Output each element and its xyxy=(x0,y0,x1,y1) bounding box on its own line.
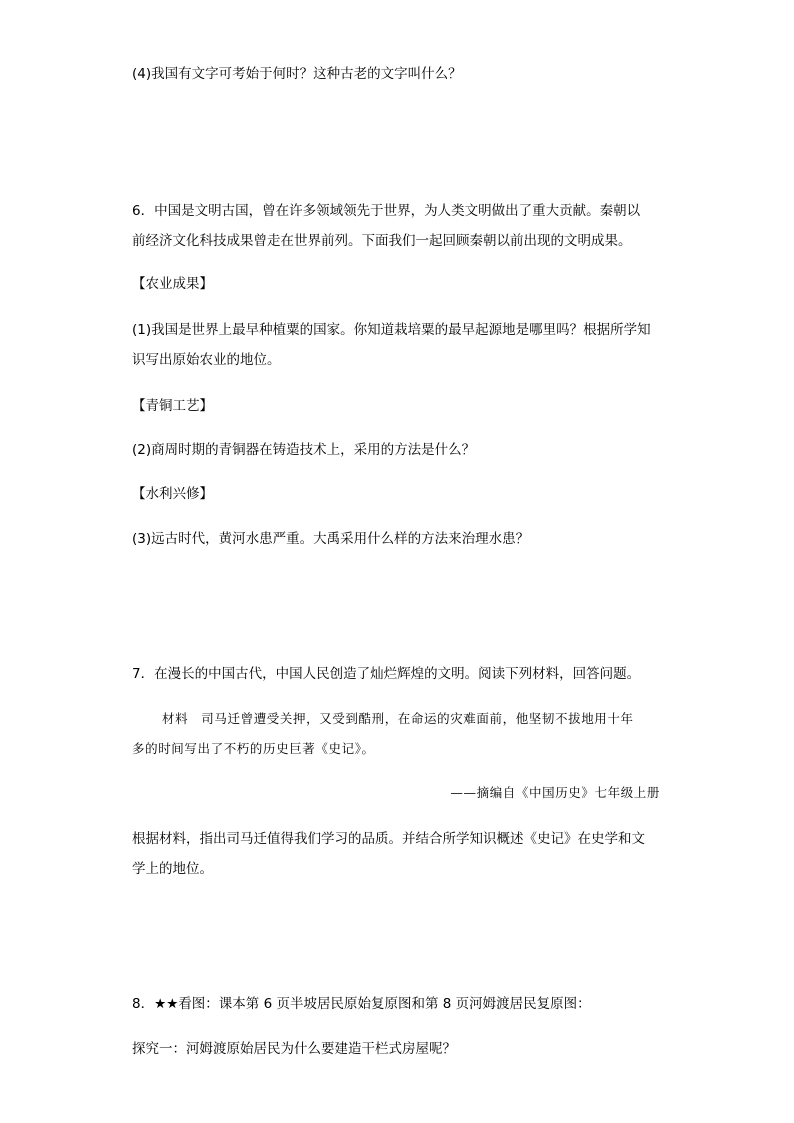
q8-stem: 8．★★看图：课本第 6 页半坡居民原始复原图和第 8 页河姆渡居民复原图： xyxy=(132,996,591,1012)
q6-stem-line1: 6．中国是文明古国，曾在许多领域领先于世界，为人类文明做出了重大贡献。秦朝以 xyxy=(132,203,641,219)
q7-material-line2: 多的时间写出了不朽的历史巨著《史记》。 xyxy=(132,741,375,756)
q6-stem-line2: 前经济文化科技成果曾走在世界前列。下面我们一起回顾秦朝以前出现的文明成果。 xyxy=(132,233,632,249)
q6-heading-agriculture: 【农业成果】 xyxy=(132,276,213,292)
q7-question-line1: 根据材料，指出司马迁值得我们学习的品质。并结合所学知识概述《史记》在史学和文 xyxy=(132,831,645,847)
q6-heading-bronze: 【青铜工艺】 xyxy=(132,398,213,414)
q6-sub3: (3)远古时代，黄河水患严重。大禹采用什么样的方法来治理水患？ xyxy=(132,531,530,547)
q7-material-source: ——摘编自《中国历史》七年级上册 xyxy=(450,785,660,800)
q8-explore1: 探究一：河姆渡原始居民为什么要建造干栏式房屋呢？ xyxy=(132,1041,456,1057)
q6-sub1-line1: (1)我国是世界上最早种植粟的国家。你知道栽培粟的最早起源地是哪里吗？根据所学知 xyxy=(132,322,651,338)
q7-question-line2: 学上的地位。 xyxy=(132,861,213,877)
q6-heading-water: 【水利兴修】 xyxy=(132,486,213,502)
q6-sub1-line2: 识写出原始农业的地位。 xyxy=(132,352,281,368)
q7-material-line1: 材料 司马迁曾遭受关押，又受到酷刑，在命运的灾难面前，他坚韧不拔地用十年 xyxy=(162,711,634,726)
q5-sub4: (4)我国有文字可考始于何时？这种古老的文字叫什么？ xyxy=(132,66,462,82)
q6-sub2: (2)商周时期的青铜器在铸造技术上，采用的方法是什么？ xyxy=(132,442,476,458)
q7-stem: 7．在漫长的中国古代，中国人民创造了灿烂辉煌的文明。阅读下列材料，回答问题。 xyxy=(132,666,641,682)
